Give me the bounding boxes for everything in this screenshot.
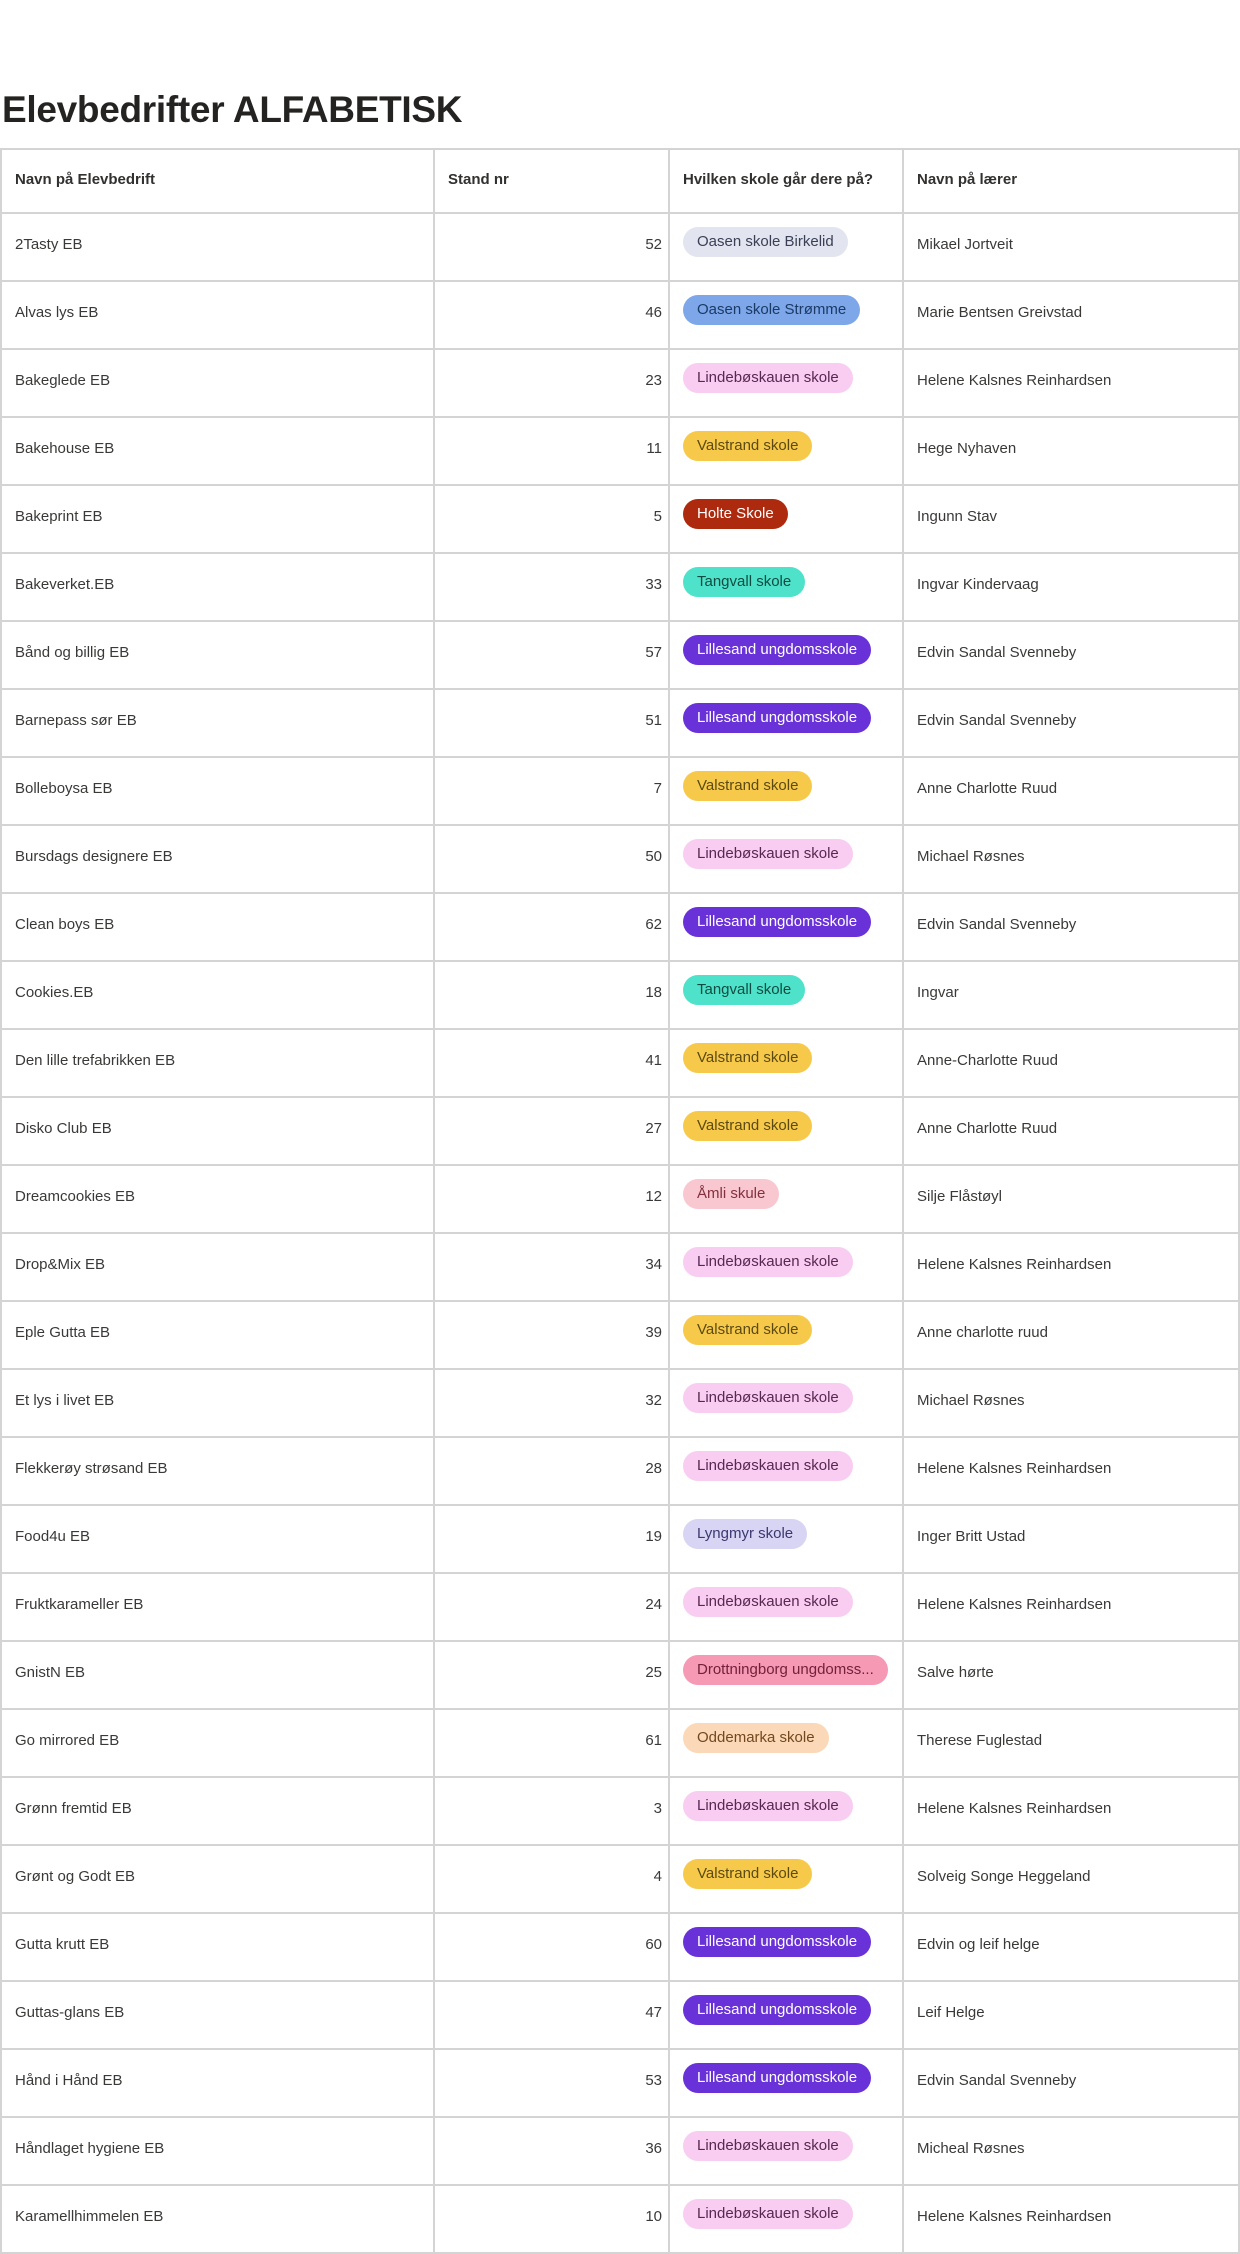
teacher-name-label: Michael Røsnes <box>917 847 1025 865</box>
stand-nr-value: 10 <box>645 2207 662 2225</box>
business-name-label: Karamellhimmelen EB <box>15 2207 164 2225</box>
table-row[interactable] <box>1 485 1239 553</box>
school-pill: Tangvall skole <box>683 975 805 1005</box>
business-name-label: 2Tasty EB <box>15 235 83 253</box>
teacher-name-label: Inger Britt Ustad <box>917 1527 1026 1545</box>
teacher-name-label: Helene Kalsnes Reinhardsen <box>917 1595 1112 1613</box>
cell-business-name <box>1 1369 434 1437</box>
business-name-label: Den lille trefabrikken EB <box>15 1051 176 1069</box>
stand-nr-value: 61 <box>645 1731 662 1749</box>
cell-business-name <box>1 1777 434 1845</box>
cell-teacher <box>903 1029 1239 1097</box>
cell-school <box>669 1165 903 1233</box>
cell-school <box>669 893 903 961</box>
cell-stand-nr <box>434 1913 669 1981</box>
cell-teacher <box>903 281 1239 349</box>
stand-nr-value: 5 <box>653 507 662 525</box>
cell-school <box>669 1777 903 1845</box>
stand-nr-value: 52 <box>645 235 662 253</box>
table-row[interactable] <box>1 961 1239 1029</box>
table-row[interactable] <box>1 893 1239 961</box>
cell-business-name <box>1 757 434 825</box>
cell-business-name <box>1 1505 434 1573</box>
teacher-name-label: Edvin Sandal Svenneby <box>917 643 1077 661</box>
teacher-name-label: Ingvar <box>917 983 959 1001</box>
cell-teacher <box>903 1777 1239 1845</box>
cell-teacher <box>903 1165 1239 1233</box>
table-row[interactable] <box>1 1505 1239 1573</box>
cell-business-name <box>1 281 434 349</box>
teacher-name-label: Helene Kalsnes Reinhardsen <box>917 2207 1112 2225</box>
cell-business-name <box>1 1845 434 1913</box>
business-name-label: Cookies.EB <box>15 983 94 1001</box>
cell-business-name <box>1 1165 434 1233</box>
school-pill: Lindebøskauen skole <box>683 1247 853 1277</box>
cell-stand-nr <box>434 1641 669 1709</box>
stand-nr-value: 57 <box>645 643 662 661</box>
school-pill: Lindebøskauen skole <box>683 2199 853 2229</box>
column-header-name[interactable]: Navn på Elevbedrift <box>1 149 434 213</box>
table-row[interactable] <box>1 1165 1239 1233</box>
teacher-name-label: Helene Kalsnes Reinhardsen <box>917 1255 1112 1273</box>
school-pill: Valstrand skole <box>683 431 812 461</box>
teacher-name-label: Edvin Sandal Svenneby <box>917 915 1077 933</box>
cell-business-name <box>1 1913 434 1981</box>
cell-business-name <box>1 621 434 689</box>
stand-nr-value: 33 <box>645 575 662 593</box>
school-pill: Lindebøskauen skole <box>683 2131 853 2161</box>
cell-stand-nr <box>434 893 669 961</box>
table-row[interactable] <box>1 1913 1239 1981</box>
cell-business-name <box>1 1573 434 1641</box>
stand-nr-value: 12 <box>645 1187 662 1205</box>
teacher-name-label: Edvin Sandal Svenneby <box>917 711 1077 729</box>
table-header <box>1 149 1239 213</box>
school-pill: Valstrand skole <box>683 1111 812 1141</box>
table-row[interactable] <box>1 1097 1239 1165</box>
school-pill: Lindebøskauen skole <box>683 839 853 869</box>
cell-business-name <box>1 1641 434 1709</box>
stand-nr-value: 4 <box>653 1867 662 1885</box>
cell-stand-nr <box>434 349 669 417</box>
business-name-label: Et lys i livet EB <box>15 1391 115 1409</box>
stand-nr-value: 34 <box>645 1255 662 1273</box>
stand-nr-value: 19 <box>645 1527 662 1545</box>
business-name-label: Flekkerøy strøsand EB <box>15 1459 168 1477</box>
business-name-label: Bolleboysa EB <box>15 779 113 797</box>
cell-business-name <box>1 1097 434 1165</box>
school-pill: Lillesand ungdomsskole <box>683 1995 871 2025</box>
cell-school <box>669 213 903 281</box>
cell-teacher <box>903 1641 1239 1709</box>
cell-teacher <box>903 961 1239 1029</box>
school-pill: Lillesand ungdomsskole <box>683 635 871 665</box>
cell-stand-nr <box>434 1573 669 1641</box>
cell-business-name <box>1 825 434 893</box>
stand-nr-value: 27 <box>645 1119 662 1137</box>
cell-stand-nr <box>434 961 669 1029</box>
cell-stand-nr <box>434 281 669 349</box>
page-title: Elevbedrifter ALFABETISK <box>2 88 463 130</box>
table-row[interactable] <box>1 1981 1239 2049</box>
school-pill: Oddemarka skole <box>683 1723 829 1753</box>
cell-teacher <box>903 825 1239 893</box>
school-pill: Lindebøskauen skole <box>683 1451 853 1481</box>
cell-teacher <box>903 1301 1239 1369</box>
cell-business-name <box>1 417 434 485</box>
cell-stand-nr <box>434 825 669 893</box>
business-name-label: Grønn fremtid EB <box>15 1799 132 1817</box>
table-row[interactable] <box>1 757 1239 825</box>
school-pill: Holte Skole <box>683 499 788 529</box>
stand-nr-value: 3 <box>653 1799 662 1817</box>
cell-teacher <box>903 757 1239 825</box>
cell-school <box>669 1437 903 1505</box>
table-row[interactable] <box>1 1709 1239 1777</box>
business-name-label: Guttas-glans EB <box>15 2003 125 2021</box>
business-name-label: Go mirrored EB <box>15 1731 120 1749</box>
cell-teacher <box>903 1981 1239 2049</box>
table-row[interactable] <box>1 1233 1239 1301</box>
business-name-label: Barnepass sør EB <box>15 711 137 729</box>
cell-stand-nr <box>434 1301 669 1369</box>
table-row[interactable] <box>1 689 1239 757</box>
stand-nr-value: 53 <box>645 2071 662 2089</box>
table-row[interactable] <box>1 2049 1239 2117</box>
cell-teacher <box>903 2185 1239 2253</box>
cell-stand-nr <box>434 1505 669 1573</box>
stand-nr-value: 39 <box>645 1323 662 1341</box>
cell-stand-nr <box>434 621 669 689</box>
table-row[interactable] <box>1 825 1239 893</box>
business-name-label: Clean boys EB <box>15 915 115 933</box>
cell-stand-nr <box>434 2049 669 2117</box>
stand-nr-value: 18 <box>645 983 662 1001</box>
business-name-label: Bakeglede EB <box>15 371 111 389</box>
cell-school <box>669 2049 903 2117</box>
table-row[interactable] <box>1 1369 1239 1437</box>
cell-teacher <box>903 2049 1239 2117</box>
business-name-label: Dreamcookies EB <box>15 1187 136 1205</box>
cell-school <box>669 1981 903 2049</box>
cell-teacher <box>903 1913 1239 1981</box>
cell-stand-nr <box>434 1029 669 1097</box>
cell-school <box>669 1097 903 1165</box>
school-pill: Lillesand ungdomsskole <box>683 1927 871 1957</box>
cell-school <box>669 281 903 349</box>
business-name-label: Fruktkarameller EB <box>15 1595 144 1613</box>
cell-stand-nr <box>434 1777 669 1845</box>
stand-nr-value: 28 <box>645 1459 662 1477</box>
cell-business-name <box>1 893 434 961</box>
cell-teacher <box>903 485 1239 553</box>
cell-stand-nr <box>434 1097 669 1165</box>
cell-teacher <box>903 1097 1239 1165</box>
student-companies-table <box>0 148 1240 2254</box>
teacher-name-label: Salve hørte <box>917 1663 994 1681</box>
cell-business-name <box>1 1981 434 2049</box>
school-pill: Oasen skole Strømme <box>683 295 860 325</box>
school-pill: Valstrand skole <box>683 771 812 801</box>
teacher-name-label: Ingvar Kindervaag <box>917 575 1039 593</box>
teacher-name-label: Silje Flåstøyl <box>917 1187 1003 1205</box>
school-pill: Lindebøskauen skole <box>683 1587 853 1617</box>
business-name-label: Bakeverket.EB <box>15 575 115 593</box>
cell-teacher <box>903 621 1239 689</box>
teacher-name-label: Ingunn Stav <box>917 507 998 525</box>
teacher-name-label: Anne Charlotte Ruud <box>917 1119 1058 1137</box>
teacher-name-label: Michael Røsnes <box>917 1391 1025 1409</box>
teacher-name-label: Solveig Songe Heggeland <box>917 1867 1091 1885</box>
cell-teacher <box>903 349 1239 417</box>
table-row[interactable] <box>1 553 1239 621</box>
cell-school <box>669 1301 903 1369</box>
table-row[interactable] <box>1 621 1239 689</box>
cell-stand-nr <box>434 1709 669 1777</box>
cell-teacher <box>903 1573 1239 1641</box>
school-pill: Lindebøskauen skole <box>683 363 853 393</box>
header-row <box>1 149 1239 213</box>
cell-business-name <box>1 2185 434 2253</box>
table-row[interactable] <box>1 2117 1239 2185</box>
cell-school <box>669 349 903 417</box>
cell-stand-nr <box>434 1981 669 2049</box>
cell-business-name <box>1 1437 434 1505</box>
cell-business-name <box>1 689 434 757</box>
table-row[interactable] <box>1 1845 1239 1913</box>
cell-school <box>669 417 903 485</box>
stand-nr-value: 7 <box>653 779 662 797</box>
cell-teacher <box>903 689 1239 757</box>
stand-nr-value: 46 <box>645 303 662 321</box>
cell-stand-nr <box>434 417 669 485</box>
cell-school <box>669 825 903 893</box>
business-name-label: Bånd og billig EB <box>15 643 130 661</box>
business-name-label: Gutta krutt EB <box>15 1935 110 1953</box>
cell-business-name <box>1 2117 434 2185</box>
cell-stand-nr <box>434 553 669 621</box>
cell-school <box>669 1505 903 1573</box>
cell-stand-nr <box>434 2185 669 2253</box>
business-name-label: Eple Gutta EB <box>15 1323 111 1341</box>
cell-school <box>669 689 903 757</box>
cell-stand-nr <box>434 2117 669 2185</box>
cell-school <box>669 621 903 689</box>
stand-nr-value: 50 <box>645 847 662 865</box>
cell-teacher <box>903 553 1239 621</box>
table-row[interactable] <box>1 417 1239 485</box>
teacher-name-label: Anne-Charlotte Ruud <box>917 1051 1058 1069</box>
stand-nr-value: 32 <box>645 1391 662 1409</box>
teacher-name-label: Leif Helge <box>917 2003 985 2021</box>
cell-business-name <box>1 349 434 417</box>
school-pill: Valstrand skole <box>683 1315 812 1345</box>
stand-nr-value: 11 <box>646 439 662 457</box>
teacher-name-label: Edvin Sandal Svenneby <box>917 2071 1077 2089</box>
business-name-label: Bakehouse EB <box>15 439 115 457</box>
business-name-label: Hånd i Hånd EB <box>15 2071 123 2089</box>
business-name-label: Disko Club EB <box>15 1119 112 1137</box>
school-pill: Oasen skole Birkelid <box>683 227 848 257</box>
business-name-label: Bursdags designere EB <box>15 847 173 865</box>
cell-stand-nr <box>434 1437 669 1505</box>
stand-nr-value: 24 <box>645 1595 662 1613</box>
cell-business-name <box>1 2049 434 2117</box>
cell-school <box>669 553 903 621</box>
stand-nr-value: 60 <box>645 1935 662 1953</box>
cell-teacher <box>903 417 1239 485</box>
stand-nr-value: 51 <box>645 711 662 729</box>
teacher-name-label: Marie Bentsen Greivstad <box>917 303 1083 321</box>
cell-school <box>669 1029 903 1097</box>
teacher-name-label: Hege Nyhaven <box>917 439 1017 457</box>
cell-business-name <box>1 553 434 621</box>
table-row[interactable] <box>1 1641 1239 1709</box>
school-pill: Lillesand ungdomsskole <box>683 2063 871 2093</box>
cell-teacher <box>903 213 1239 281</box>
cell-school <box>669 485 903 553</box>
teacher-name-label: Therese Fuglestad <box>917 1731 1043 1749</box>
table-row[interactable] <box>1 1029 1239 1097</box>
cell-school <box>669 1369 903 1437</box>
teacher-name-label: Helene Kalsnes Reinhardsen <box>917 1459 1112 1477</box>
table-row[interactable] <box>1 281 1239 349</box>
business-name-label: GnistN EB <box>15 1663 86 1681</box>
cell-stand-nr <box>434 1233 669 1301</box>
stand-nr-value: 41 <box>645 1051 662 1069</box>
cell-stand-nr <box>434 1165 669 1233</box>
business-name-label: Håndlaget hygiene EB <box>15 2139 165 2157</box>
cell-school <box>669 1709 903 1777</box>
teacher-name-label: Helene Kalsnes Reinhardsen <box>917 371 1112 389</box>
cell-teacher <box>903 1233 1239 1301</box>
cell-teacher <box>903 1505 1239 1573</box>
cell-business-name <box>1 485 434 553</box>
school-pill: Åmli skule <box>683 1179 779 1209</box>
cell-stand-nr <box>434 213 669 281</box>
cell-school <box>669 2185 903 2253</box>
school-pill: Valstrand skole <box>683 1043 812 1073</box>
cell-business-name <box>1 1709 434 1777</box>
cell-business-name <box>1 213 434 281</box>
cell-business-name <box>1 961 434 1029</box>
stand-nr-value: 25 <box>645 1663 662 1681</box>
stand-nr-value: 62 <box>645 915 662 933</box>
stand-nr-value: 23 <box>645 371 662 389</box>
teacher-name-label: Micheal Røsnes <box>917 2139 1025 2157</box>
cell-stand-nr <box>434 689 669 757</box>
cell-school <box>669 1641 903 1709</box>
table-row[interactable] <box>1 213 1239 281</box>
school-pill: Tangvall skole <box>683 567 805 597</box>
school-pill: Lyngmyr skole <box>683 1519 807 1549</box>
cell-teacher <box>903 1709 1239 1777</box>
table-row[interactable] <box>1 1437 1239 1505</box>
cell-teacher <box>903 893 1239 961</box>
teacher-name-label: Helene Kalsnes Reinhardsen <box>917 1799 1112 1817</box>
business-name-label: Alvas lys EB <box>15 303 99 321</box>
cell-school <box>669 1233 903 1301</box>
cell-school <box>669 961 903 1029</box>
table-row[interactable] <box>1 2185 1239 2253</box>
column-header-school[interactable]: Hvilken skole går dere på? <box>669 149 903 213</box>
cell-school <box>669 1845 903 1913</box>
school-pill: Valstrand skole <box>683 1859 812 1889</box>
cell-teacher <box>903 1369 1239 1437</box>
cell-school <box>669 2117 903 2185</box>
cell-stand-nr <box>434 757 669 825</box>
school-pill: Lillesand ungdomsskole <box>683 703 871 733</box>
school-pill: Drottningborg ungdomss... <box>683 1655 888 1685</box>
table-row[interactable] <box>1 349 1239 417</box>
column-header-stand[interactable]: Stand nr <box>434 149 669 213</box>
business-name-label: Bakeprint EB <box>15 507 103 525</box>
cell-teacher <box>903 1845 1239 1913</box>
business-name-label: Grønt og Godt EB <box>15 1867 136 1885</box>
cell-school <box>669 757 903 825</box>
cell-business-name <box>1 1029 434 1097</box>
column-header-teacher[interactable]: Navn på lærer <box>903 149 1239 213</box>
table-row[interactable] <box>1 1573 1239 1641</box>
business-name-label: Food4u EB <box>15 1527 91 1545</box>
cell-stand-nr <box>434 485 669 553</box>
teacher-name-label: Anne charlotte ruud <box>917 1323 1048 1341</box>
table-row[interactable] <box>1 1777 1239 1845</box>
table-body <box>1 213 1239 2253</box>
stand-nr-value: 36 <box>645 2139 662 2157</box>
cell-business-name <box>1 1233 434 1301</box>
stand-nr-value: 47 <box>645 2003 662 2021</box>
table-row[interactable] <box>1 1301 1239 1369</box>
cell-stand-nr <box>434 1845 669 1913</box>
business-name-label: Drop&Mix EB <box>15 1255 106 1273</box>
teacher-name-label: Anne Charlotte Ruud <box>917 779 1058 797</box>
cell-teacher <box>903 2117 1239 2185</box>
cell-school <box>669 1573 903 1641</box>
school-pill: Lillesand ungdomsskole <box>683 907 871 937</box>
teacher-name-label: Edvin og leif helge <box>917 1935 1040 1953</box>
school-pill: Lindebøskauen skole <box>683 1383 853 1413</box>
cell-school <box>669 1913 903 1981</box>
school-pill: Lindebøskauen skole <box>683 1791 853 1821</box>
cell-teacher <box>903 1437 1239 1505</box>
cell-stand-nr <box>434 1369 669 1437</box>
teacher-name-label: Mikael Jortveit <box>917 235 1013 253</box>
cell-business-name <box>1 1301 434 1369</box>
